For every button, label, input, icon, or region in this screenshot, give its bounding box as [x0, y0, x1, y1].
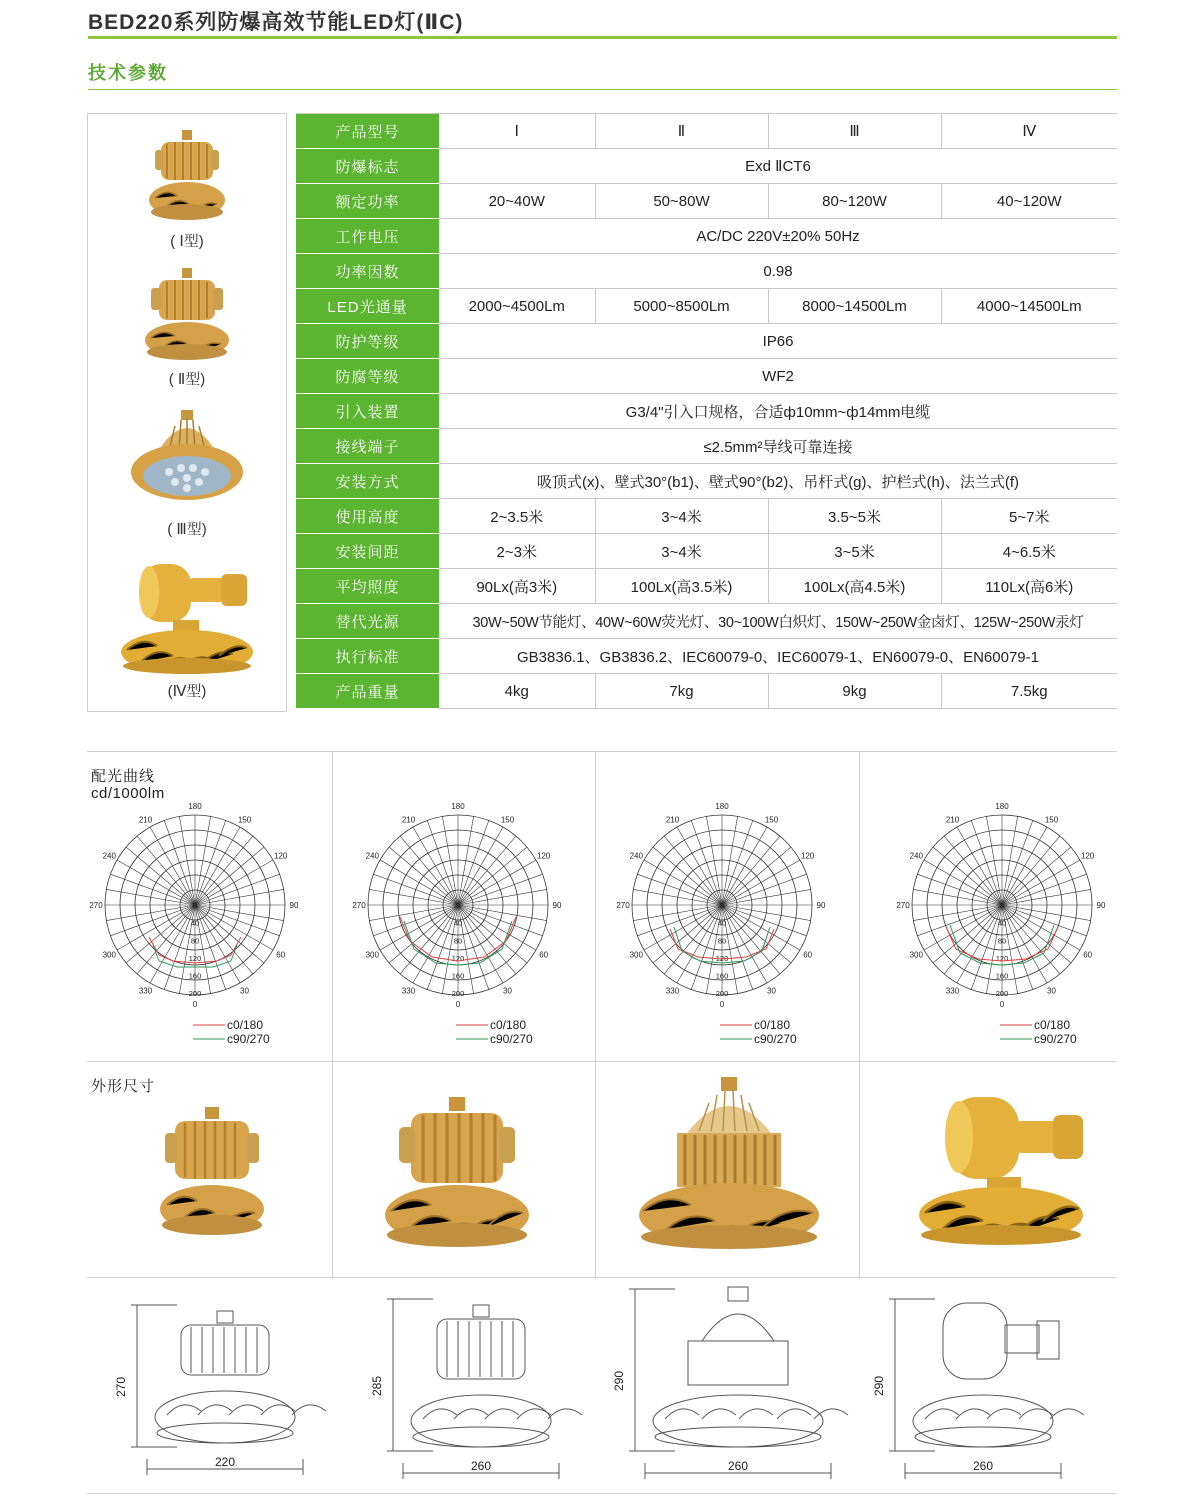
- radial-tick-label: 0: [455, 901, 461, 910]
- lamp-outline: [217, 1311, 233, 1323]
- angle-tick-label: 300: [365, 950, 379, 960]
- radial-tick-label: 120: [188, 953, 202, 963]
- spec-value: 7.5kg: [941, 674, 1117, 709]
- angle-tick-label: 150: [764, 815, 779, 825]
- section-title: 技术参数: [88, 63, 168, 83]
- lamp-outline: [437, 1319, 525, 1379]
- angle-tick-label: 180: [715, 802, 729, 811]
- angle-tick-label: 240: [909, 851, 923, 861]
- lamp-photo-1: [157, 1105, 267, 1245]
- radial-tick-label: 160: [188, 971, 202, 981]
- spec-row: [296, 254, 1117, 289]
- spec-row-label: 额定功率: [296, 184, 439, 219]
- lamp-photo-3: [637, 1075, 821, 1255]
- spec-value: 100Lx(高3.5米): [595, 569, 768, 604]
- radial-tick-label: 80: [717, 936, 727, 946]
- spec-value: 20~40W: [439, 184, 595, 219]
- radial-tick-label: 80: [997, 936, 1007, 946]
- radial-tick-label: 40: [717, 918, 727, 928]
- angle-tick-label: 150: [500, 815, 515, 825]
- model-header: Ⅲ: [768, 114, 941, 149]
- spec-value: 吸顶式(x)、壁式30°(b1)、壁式90°(b2)、吊杆式(g)、护栏式(h)、法兰式(f): [439, 464, 1117, 499]
- angle-tick-label: 120: [801, 851, 815, 861]
- lamp-type-1-icon: [147, 128, 227, 228]
- product-type-1: [88, 128, 286, 251]
- spec-row-label: 产品重量: [296, 674, 439, 709]
- lamp-outline: [915, 1427, 1051, 1447]
- lamp-outline: [1050, 1409, 1084, 1419]
- lamp-outline: [728, 1287, 748, 1301]
- angle-tick-label: 210: [945, 815, 960, 825]
- lamp-outline: [229, 1405, 263, 1415]
- lamp-outline: [702, 1409, 736, 1419]
- product-type-4: [88, 558, 286, 701]
- lamp-outline: [653, 1395, 823, 1447]
- lamp-outline: [181, 1325, 269, 1375]
- lamp-outline: [411, 1395, 551, 1447]
- spec-value: 3.5~5米: [768, 499, 941, 534]
- radial-tick-label: 120: [715, 953, 729, 963]
- angle-tick-label: 300: [909, 950, 923, 960]
- angle-tick-label: 90: [289, 901, 299, 910]
- angle-tick-label: 330: [401, 986, 416, 996]
- spec-row-label: 功率因数: [296, 254, 439, 289]
- lamp-outline: [688, 1341, 788, 1385]
- spec-value: 4kg: [439, 674, 595, 709]
- angle-tick-label: 0: [192, 1000, 198, 1009]
- angle-tick-label: 180: [188, 802, 202, 811]
- angle-tick-label: 210: [401, 815, 416, 825]
- lamp-outline: [1005, 1325, 1039, 1353]
- lamp-outline: [485, 1409, 519, 1419]
- radial-tick-label: 200: [188, 989, 202, 999]
- spec-row-label: 防腐等级: [296, 359, 439, 394]
- spec-row: [296, 289, 1117, 324]
- angle-tick-label: 330: [665, 986, 680, 996]
- spec-value: 4000~14500Lm: [941, 289, 1117, 324]
- product-caption: ( Ⅱ型): [168, 371, 206, 388]
- lamp-photo-2: [383, 1095, 531, 1255]
- radial-tick-label: 120: [451, 953, 465, 963]
- lamp-type-4-icon: [117, 558, 257, 678]
- radial-tick-label: 0: [999, 901, 1005, 910]
- radial-tick-label: 160: [715, 971, 729, 981]
- angle-tick-label: 0: [455, 1000, 461, 1009]
- spec-value: ≤2.5mm²导线可靠连接: [439, 429, 1117, 464]
- light-curve-dimension-grid: [87, 751, 1117, 1494]
- spec-row: [296, 569, 1117, 604]
- angle-tick-label: 90: [552, 901, 562, 910]
- angle-tick-label: 210: [138, 815, 153, 825]
- dimension-drawing-2: [370, 1291, 573, 1481]
- angle-tick-label: 240: [102, 851, 116, 861]
- width-dimension-label: 260: [470, 1459, 492, 1473]
- spec-value: 7kg: [595, 674, 768, 709]
- lamp-outline: [913, 1395, 1053, 1447]
- angle-tick-label: 0: [719, 1000, 725, 1009]
- spec-row-label: 执行标准: [296, 639, 439, 674]
- angle-tick-label: 240: [629, 851, 643, 861]
- product-caption: (Ⅳ型): [167, 683, 207, 700]
- angle-tick-label: 210: [665, 815, 680, 825]
- grid-line: [595, 751, 596, 1277]
- angle-tick-label: 270: [896, 901, 910, 910]
- spec-row-label: 使用高度: [296, 499, 439, 534]
- page-title: BED220系列防爆高效节能LED灯(ⅡC): [88, 11, 464, 34]
- lamp-type-2-icon: [143, 266, 231, 366]
- radial-tick-label: 200: [715, 989, 729, 999]
- spec-value: 90Lx(高3米): [439, 569, 595, 604]
- angle-tick-label: 120: [1081, 851, 1095, 861]
- spec-row: [296, 219, 1117, 254]
- radial-tick-label: 200: [451, 989, 465, 999]
- spec-value: 110Lx(高6米): [941, 569, 1117, 604]
- spec-value: WF2: [439, 359, 1117, 394]
- model-header: Ⅳ: [941, 114, 1117, 149]
- spec-row-label: 替代光源: [296, 604, 439, 639]
- spec-row: [296, 639, 1117, 674]
- angle-tick-label: 270: [352, 901, 366, 910]
- product-type-2: [88, 266, 286, 389]
- model-header: Ⅰ: [439, 114, 595, 149]
- spec-row: [296, 604, 1117, 639]
- lamp-outline: [198, 1405, 232, 1415]
- spec-value: 2000~4500Lm: [439, 289, 595, 324]
- spec-row: [296, 464, 1117, 499]
- spec-value: G3/4"引入口规格，合适ф10mm~ф14mm电缆: [439, 394, 1117, 429]
- lamp-outline: [655, 1427, 821, 1447]
- angle-tick-label: 60: [276, 950, 286, 960]
- width-dimension-label: 220: [214, 1455, 236, 1469]
- light-curve-label: 配光曲线: [91, 768, 156, 785]
- polar-light-curve-3: [602, 803, 842, 1103]
- radial-tick-label: 40: [190, 918, 200, 928]
- angle-tick-label: 30: [1047, 986, 1056, 996]
- radial-tick-label: 40: [997, 918, 1007, 928]
- dimension-drawing-4: [872, 1291, 1075, 1481]
- spec-value: AC/DC 220V±20% 50Hz: [439, 219, 1117, 254]
- lamp-outline: [739, 1409, 773, 1419]
- angle-tick-label: 300: [629, 950, 643, 960]
- spec-value: 80~120W: [768, 184, 941, 219]
- lamp-outline: [1037, 1321, 1059, 1359]
- spec-value: GB3836.1、GB3836.2、IEC60079-0、IEC60079-1、EN60079-0、EN60079-1: [439, 639, 1117, 674]
- spec-value: 50~80W: [595, 184, 768, 219]
- spec-row-label: 安装间距: [296, 534, 439, 569]
- angle-tick-label: 270: [616, 901, 630, 910]
- spec-value: 9kg: [768, 674, 941, 709]
- lamp-outline: [943, 1303, 1007, 1379]
- dimension-drawing-1: [114, 1297, 317, 1477]
- spec-value: 4~6.5米: [941, 534, 1117, 569]
- spec-value: 30W~50W节能灯、40W~60W荧光灯、30~100W白炽灯、150W~250W金卤灯、125W~250W汞灯: [439, 604, 1117, 639]
- radial-tick-label: 40: [453, 918, 463, 928]
- spec-row: [296, 499, 1117, 534]
- spec-table: [296, 113, 1117, 709]
- angle-tick-label: 60: [803, 950, 813, 960]
- lamp-outline: [155, 1391, 295, 1443]
- legend-label: c90/270: [1034, 1032, 1077, 1046]
- spec-row-label: 产品型号: [296, 114, 439, 149]
- angle-tick-label: 90: [816, 901, 826, 910]
- lamp-outline: [925, 1409, 959, 1419]
- angle-tick-label: 150: [1044, 815, 1059, 825]
- spec-value: 2~3.5米: [439, 499, 595, 534]
- spec-value: 0.98: [439, 254, 1117, 289]
- lamp-outline: [777, 1409, 811, 1419]
- polar-light-curve-4: [882, 803, 1122, 1103]
- angle-tick-label: 30: [767, 986, 776, 996]
- height-dimension-label: 290: [872, 1375, 886, 1397]
- radial-tick-label: 120: [995, 953, 1009, 963]
- spec-value: 40~120W: [941, 184, 1117, 219]
- angle-tick-label: 0: [999, 1000, 1005, 1009]
- legend-label: c0/180: [1034, 1018, 1071, 1032]
- spec-row-label: LED光通量: [296, 289, 439, 324]
- width-dimension-label: 260: [727, 1459, 749, 1473]
- legend-label: c90/270: [490, 1032, 533, 1046]
- spec-row: [296, 324, 1117, 359]
- height-dimension-label: 270: [114, 1376, 128, 1398]
- spec-value: Exd ⅡCT6: [439, 149, 1117, 184]
- model-header: Ⅱ: [595, 114, 768, 149]
- lamp-outline: [413, 1427, 549, 1447]
- light-curve-unit: cd/1000lm: [91, 785, 165, 802]
- radial-tick-label: 200: [995, 989, 1009, 999]
- spec-value: 2~3米: [439, 534, 595, 569]
- section-divider: [88, 89, 1117, 90]
- spec-value: 3~5米: [768, 534, 941, 569]
- product-caption: ( Ⅲ型): [167, 521, 207, 538]
- angle-tick-label: 270: [89, 901, 103, 910]
- angle-tick-label: 300: [102, 950, 116, 960]
- dimension-drawing-3: [612, 1281, 845, 1481]
- radial-tick-label: 80: [453, 936, 463, 946]
- spec-value: 3~4米: [595, 534, 768, 569]
- spec-row-label: 工作电压: [296, 219, 439, 254]
- lamp-outline: [987, 1409, 1021, 1419]
- spec-value: 5000~8500Lm: [595, 289, 768, 324]
- lamp-outline: [814, 1409, 848, 1419]
- angle-tick-label: 150: [237, 815, 252, 825]
- spec-row: [296, 429, 1117, 464]
- lamp-outline: [454, 1409, 488, 1419]
- spec-row-label: 平均照度: [296, 569, 439, 604]
- angle-tick-label: 120: [537, 851, 551, 861]
- lamp-outline: [665, 1409, 699, 1419]
- lamp-outline: [473, 1305, 489, 1317]
- spec-value: 3~4米: [595, 499, 768, 534]
- spec-row: [296, 359, 1117, 394]
- grid-line: [87, 751, 1117, 752]
- spec-row: [296, 184, 1117, 219]
- spec-row: [296, 534, 1117, 569]
- polar-light-curve-1: [75, 803, 315, 1103]
- lamp-outline: [423, 1409, 457, 1419]
- lamp-outline: [702, 1314, 774, 1341]
- angle-tick-label: 30: [503, 986, 512, 996]
- spec-value: 5~7米: [941, 499, 1117, 534]
- spec-row: [296, 149, 1117, 184]
- width-dimension-label: 260: [972, 1459, 994, 1473]
- radial-tick-label: 160: [451, 971, 465, 981]
- angle-tick-label: 180: [451, 802, 465, 811]
- legend-label: c90/270: [754, 1032, 797, 1046]
- grid-line: [87, 1277, 1117, 1278]
- legend-label: c0/180: [490, 1018, 527, 1032]
- radial-tick-label: 80: [190, 936, 200, 946]
- radial-tick-label: 0: [719, 901, 725, 910]
- spec-row-model: [296, 114, 1117, 149]
- grid-line: [332, 751, 333, 1277]
- lamp-photo-4: [915, 1091, 1087, 1251]
- angle-tick-label: 90: [1096, 901, 1106, 910]
- lamp-type-3-icon: [129, 406, 245, 516]
- spec-value: IP66: [439, 324, 1117, 359]
- legend-label: c0/180: [754, 1018, 791, 1032]
- spec-row-label: 安装方式: [296, 464, 439, 499]
- angle-tick-label: 60: [1083, 950, 1093, 960]
- legend-label: c0/180: [227, 1018, 264, 1032]
- product-image-column: [87, 113, 287, 712]
- height-dimension-label: 285: [370, 1375, 384, 1397]
- angle-tick-label: 180: [995, 802, 1009, 811]
- height-dimension-label: 290: [612, 1370, 626, 1392]
- grid-line: [859, 751, 860, 1277]
- spec-row-label: 接线端子: [296, 429, 439, 464]
- dimension-label: 外形尺寸: [91, 1078, 156, 1095]
- title-divider: [88, 36, 1117, 39]
- radial-tick-label: 0: [192, 901, 198, 910]
- lamp-outline: [157, 1423, 293, 1443]
- lamp-outline: [167, 1405, 201, 1415]
- angle-tick-label: 30: [240, 986, 249, 996]
- spec-row-label: 防爆标志: [296, 149, 439, 184]
- angle-tick-label: 120: [274, 851, 288, 861]
- spec-row: [296, 674, 1117, 709]
- spec-value: 100Lx(高4.5米): [768, 569, 941, 604]
- angle-tick-label: 330: [138, 986, 153, 996]
- lamp-outline: [292, 1405, 326, 1415]
- grid-line: [87, 1493, 1117, 1494]
- spec-row: [296, 394, 1117, 429]
- spec-value: 8000~14500Lm: [768, 289, 941, 324]
- polar-light-curve-2: [338, 803, 578, 1103]
- spec-row-label: 引入装置: [296, 394, 439, 429]
- radial-tick-label: 160: [995, 971, 1009, 981]
- product-caption: ( Ⅰ型): [170, 233, 204, 250]
- lamp-outline: [956, 1409, 990, 1419]
- product-type-3: [88, 406, 286, 539]
- angle-tick-label: 330: [945, 986, 960, 996]
- legend-label: c90/270: [227, 1032, 270, 1046]
- angle-tick-label: 60: [539, 950, 549, 960]
- angle-tick-label: 240: [365, 851, 379, 861]
- lamp-outline: [548, 1409, 582, 1419]
- spec-row-label: 防护等级: [296, 324, 439, 359]
